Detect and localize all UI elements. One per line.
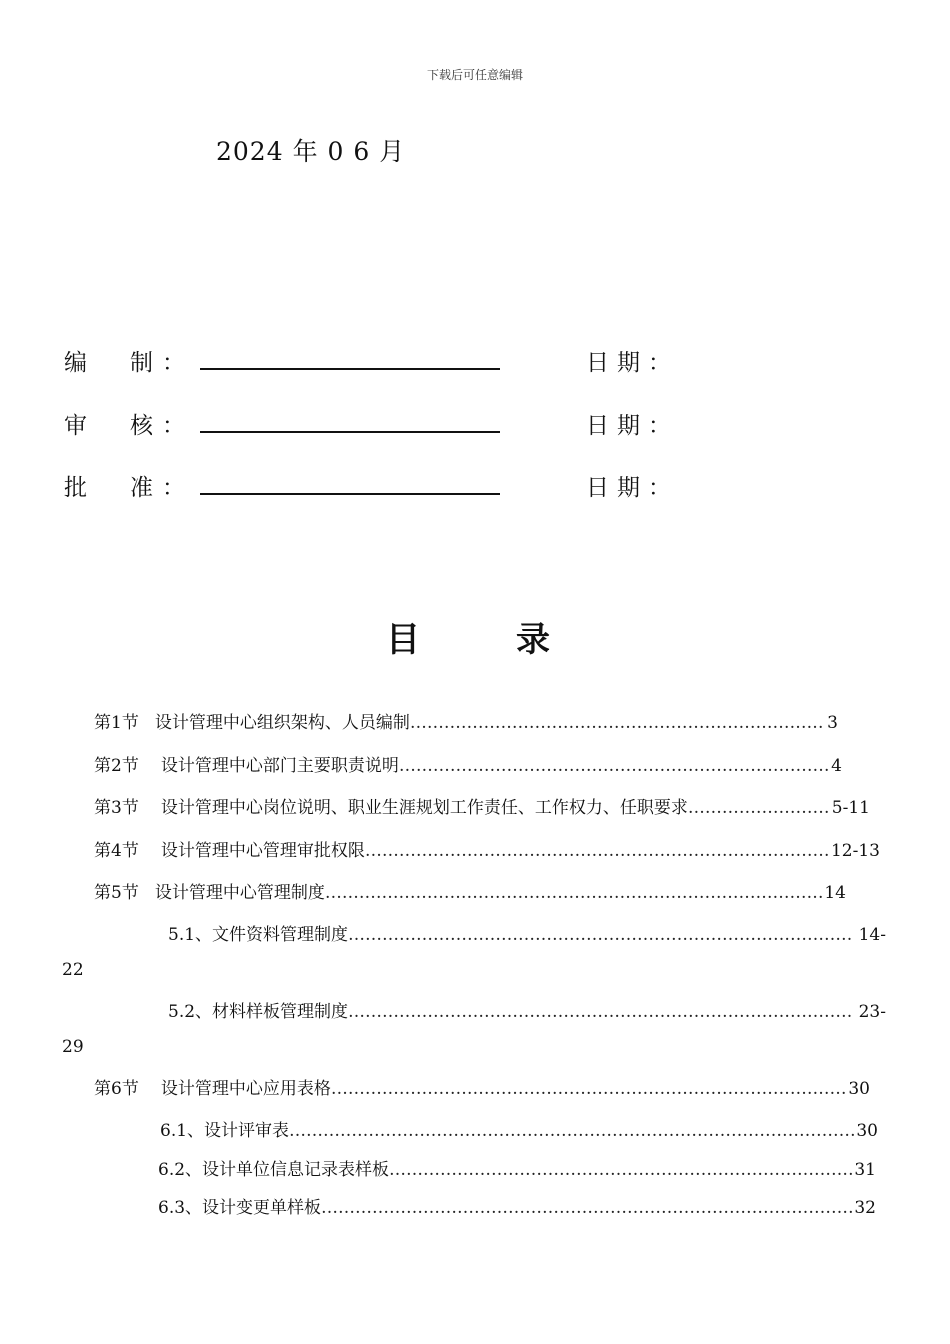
date-label: 日期： bbox=[586, 350, 679, 376]
date-label: 日期： bbox=[586, 475, 679, 501]
toc-page-number: 3 bbox=[827, 713, 838, 733]
label-char: 审 bbox=[64, 413, 87, 439]
toc-entry-title: 6.2、设计单位信息记录表样板 bbox=[158, 1160, 390, 1180]
toc-leader-dots bbox=[399, 756, 829, 776]
toc-entry-title: 设计管理中心管理制度 bbox=[154, 883, 325, 903]
toc-leader-dots bbox=[348, 925, 853, 945]
signature-row-compile bbox=[64, 344, 684, 380]
toc-section-number: 第4节 bbox=[94, 841, 139, 861]
toc-section-number: 第3节 bbox=[94, 798, 139, 818]
toc-entry-title: 6.1、设计评审表 bbox=[160, 1121, 290, 1141]
label-colon: ： bbox=[162, 475, 185, 501]
toc-page-number: 12-13 bbox=[830, 841, 880, 861]
toc-leader-dots bbox=[389, 1160, 852, 1180]
toc-page-number: 14- bbox=[858, 925, 886, 945]
signature-row-review bbox=[64, 407, 684, 443]
signature-blank-line bbox=[200, 368, 500, 370]
label-colon: ： bbox=[162, 350, 185, 376]
toc-entry[interactable] bbox=[94, 1074, 870, 1099]
toc-entry-title: 设计管理中心组织架构、人员编制 bbox=[154, 713, 410, 733]
toc-leader-dots bbox=[410, 713, 825, 733]
label-char: 核 bbox=[130, 413, 153, 439]
toc-leader-dots bbox=[325, 883, 823, 903]
signature-blank-line bbox=[200, 493, 500, 495]
toc-leader-dots bbox=[348, 1002, 853, 1022]
toc-entry-title: 5.2、材料样板管理制度 bbox=[168, 1002, 349, 1022]
toc-page-number-continued: 29 bbox=[62, 1037, 84, 1057]
toc-entry-title: 设计管理中心应用表格 bbox=[160, 1079, 331, 1099]
toc-entry[interactable] bbox=[94, 878, 846, 903]
signature-row-approve bbox=[64, 469, 684, 505]
toc-entry[interactable] bbox=[160, 1116, 878, 1141]
toc-entry-title: 5.1、文件资料管理制度 bbox=[168, 925, 349, 945]
toc-leader-dots bbox=[365, 841, 829, 861]
toc-heading-char: 录 bbox=[516, 620, 550, 660]
label-char: 制 bbox=[130, 350, 153, 376]
toc-entry-title: 6.3、设计变更单样板 bbox=[158, 1198, 322, 1218]
toc-leader-dots bbox=[331, 1079, 847, 1099]
toc-page-number: 30 bbox=[848, 1079, 870, 1099]
toc-page-number: 23- bbox=[858, 1002, 886, 1022]
label-char: 准 bbox=[130, 475, 153, 501]
toc-entry[interactable] bbox=[168, 920, 886, 945]
toc-entry[interactable] bbox=[158, 1155, 876, 1180]
toc-entry[interactable] bbox=[158, 1193, 876, 1218]
toc-section-number: 第1节 bbox=[94, 713, 139, 733]
toc-section-number: 第5节 bbox=[94, 883, 139, 903]
toc-page-number: 30 bbox=[856, 1121, 878, 1141]
date-label: 日期： bbox=[586, 413, 679, 439]
header-note: 下载后可任意编辑 bbox=[426, 68, 523, 82]
label-colon: ： bbox=[162, 413, 185, 439]
toc-entry[interactable] bbox=[168, 997, 886, 1022]
toc-entry[interactable] bbox=[94, 708, 838, 733]
toc-page-number: 5-11 bbox=[831, 798, 870, 818]
signature-blank-line bbox=[200, 431, 500, 433]
toc-heading-char: 目 bbox=[386, 620, 420, 660]
toc-page-number-continued: 22 bbox=[62, 960, 84, 980]
toc-leader-dots bbox=[289, 1121, 854, 1141]
toc-page-number: 32 bbox=[854, 1198, 876, 1218]
toc-entry-title: 设计管理中心管理审批权限 bbox=[160, 841, 365, 861]
toc-leader-dots bbox=[321, 1198, 852, 1218]
toc-section-number: 第2节 bbox=[94, 756, 139, 776]
toc-entry[interactable] bbox=[94, 836, 880, 861]
toc-entry-title: 设计管理中心岗位说明、职业生涯规划工作责任、工作权力、任职要求 bbox=[160, 798, 688, 818]
toc-entry-title: 设计管理中心部门主要职责说明 bbox=[160, 756, 399, 776]
label-char: 编 bbox=[64, 350, 87, 376]
label-char: 批 bbox=[64, 475, 87, 501]
toc-page-number: 31 bbox=[854, 1160, 876, 1180]
document-date: 2024 年 0 6 月 bbox=[216, 137, 406, 166]
toc-page-number: 14 bbox=[824, 883, 846, 903]
toc-entry[interactable] bbox=[94, 751, 842, 776]
toc-page-number: 4 bbox=[831, 756, 842, 776]
toc-section-number: 第6节 bbox=[94, 1079, 139, 1099]
toc-entry[interactable] bbox=[94, 793, 870, 818]
toc-leader-dots bbox=[688, 798, 830, 818]
